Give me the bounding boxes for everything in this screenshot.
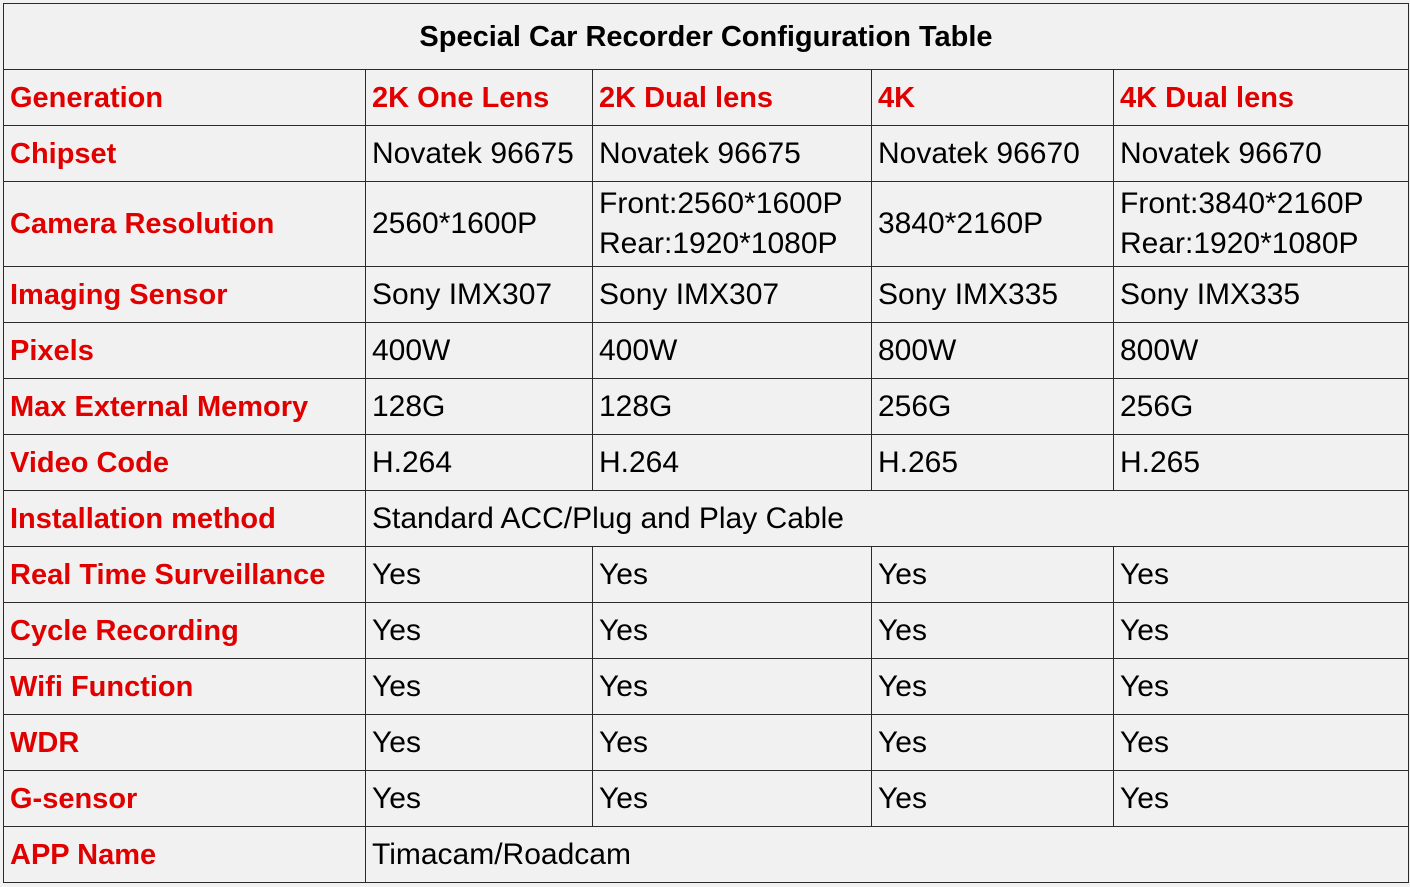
table-cell: 128G [366,379,593,435]
table-cell [593,182,872,267]
table-cell: Novatek 96675 [366,126,593,182]
column-header-2k-dual-lens: 2K Dual lens [593,70,872,126]
installation-row [4,491,1409,547]
row-label-chipset: Chipset [4,126,366,182]
table-cell: Sony IMX335 [872,267,1114,323]
table-cell: Timacam/Roadcam [366,827,1409,883]
wifi-row [4,659,1409,715]
front-resolution-line: Front:2560*1600P [599,187,843,220]
table-cell: H.265 [1114,435,1409,491]
row-label-video-code: Video Code [4,435,366,491]
table-cell: Yes [872,715,1114,771]
table-cell: H.264 [593,435,872,491]
table-cell: Yes [593,771,872,827]
imaging-sensor-row [4,267,1409,323]
row-label-imaging-sensor: Imaging Sensor [4,267,366,323]
table-cell: Sony IMX335 [1114,267,1409,323]
table-cell: Novatek 96670 [872,126,1114,182]
table-cell: Yes [366,715,593,771]
table-cell: 400W [593,323,872,379]
table-cell: Yes [593,547,872,603]
table-cell: Yes [872,603,1114,659]
column-header-4k: 4K [872,70,1114,126]
table-cell: H.264 [366,435,593,491]
table-cell: Yes [1114,603,1409,659]
generation-row [4,70,1409,126]
table-cell: Novatek 96670 [1114,126,1409,182]
table-cell [872,182,1114,267]
table-cell: Yes [366,603,593,659]
surveillance-row [4,547,1409,603]
column-header-2k-one-lens: 2K One Lens [366,70,593,126]
table-cell: Yes [1114,771,1409,827]
table-cell: Yes [872,771,1114,827]
row-label-generation: Generation [4,70,366,126]
column-header-4k-dual-lens: 4K Dual lens [1114,70,1409,126]
pixels-row [4,323,1409,379]
table-cell: Yes [1114,715,1409,771]
row-label-surveillance: Real Time Surveillance [4,547,366,603]
rear-resolution-line: Rear:1920*1080P [599,227,838,260]
row-label-gsensor: G-sensor [4,771,366,827]
table-cell: Yes [366,771,593,827]
row-label-cycle-recording: Cycle Recording [4,603,366,659]
table-cell: Yes [872,659,1114,715]
row-label-max-memory: Max External Memory [4,379,366,435]
table-cell: Yes [366,659,593,715]
table-cell: Yes [593,715,872,771]
table-cell: Yes [593,603,872,659]
gsensor-row [4,771,1409,827]
table-cell: 128G [593,379,872,435]
max-memory-row [4,379,1409,435]
table-cell: 800W [1114,323,1409,379]
rear-resolution-line: Rear:1920*1080P [1120,227,1359,260]
wdr-row [4,715,1409,771]
cycle-recording-row [4,603,1409,659]
row-label-camera-resolution: Camera Resolution [4,182,366,267]
resolution-line: 3840*2160P [878,207,1044,240]
row-label-app-name: APP Name [4,827,366,883]
camera-resolution-row [4,182,1409,267]
configuration-table [3,3,1409,883]
chipset-row [4,126,1409,182]
table-cell: Sony IMX307 [366,267,593,323]
table-cell: Yes [366,547,593,603]
table-cell: 256G [872,379,1114,435]
table-cell [366,182,593,267]
row-label-wifi: Wifi Function [4,659,366,715]
video-code-row [4,435,1409,491]
row-label-pixels: Pixels [4,323,366,379]
table-cell: Yes [872,547,1114,603]
row-label-installation: Installation method [4,491,366,547]
title-row [4,4,1409,70]
table-cell: Standard ACC/Plug and Play Cable [366,491,1409,547]
table-cell: Sony IMX307 [593,267,872,323]
table-cell: 256G [1114,379,1409,435]
table-cell: Novatek 96675 [593,126,872,182]
table-cell: 800W [872,323,1114,379]
table-cell: Yes [1114,547,1409,603]
app-name-row [4,827,1409,883]
table-cell: Yes [1114,659,1409,715]
table-cell: H.265 [872,435,1114,491]
table-title: Special Car Recorder Configuration Table [4,4,1409,70]
resolution-line: 2560*1600P [372,207,538,240]
row-label-wdr: WDR [4,715,366,771]
front-resolution-line: Front:3840*2160P [1120,187,1364,220]
table-cell: 400W [366,323,593,379]
table-cell [1114,182,1409,267]
table-cell: Yes [593,659,872,715]
